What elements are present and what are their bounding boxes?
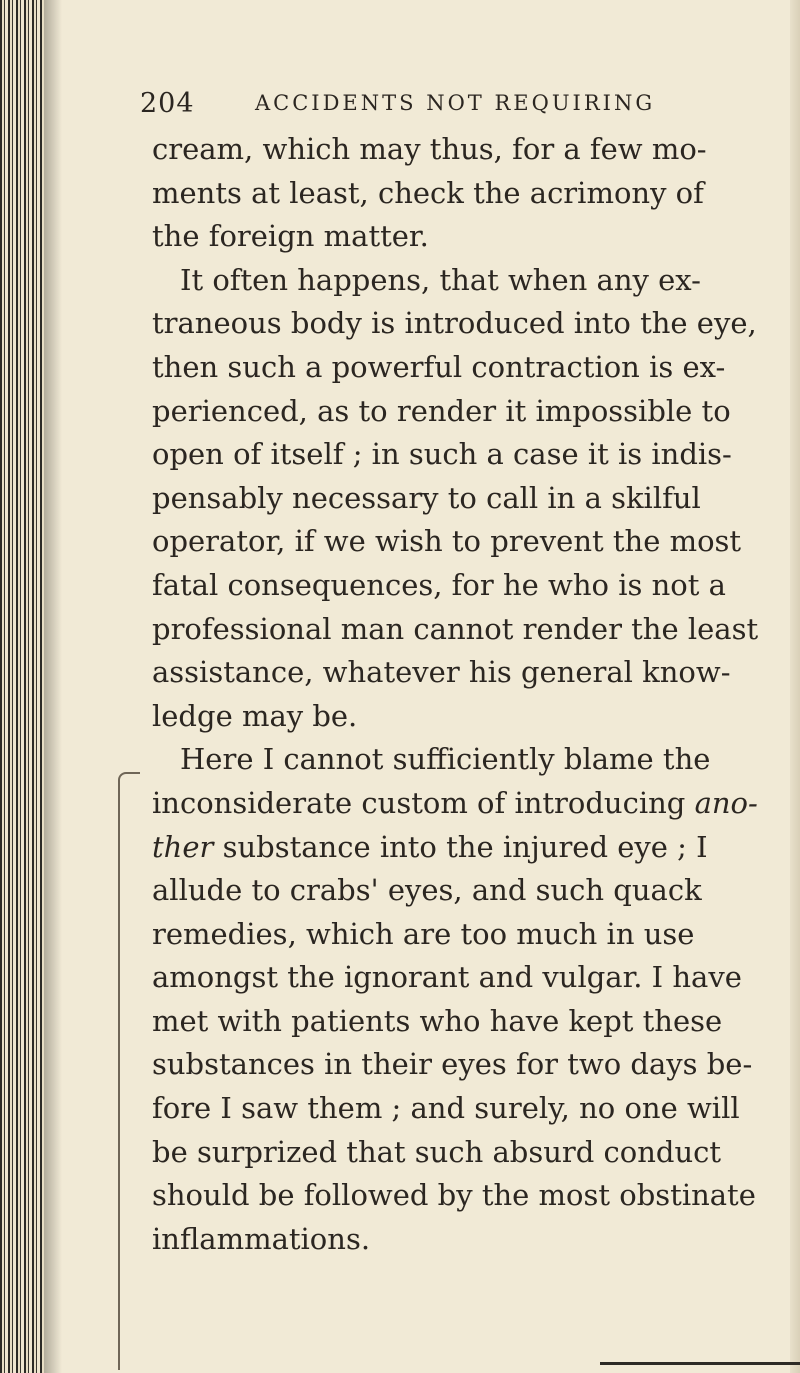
italic-fragment: ano-: [694, 785, 758, 820]
text-line: professional man cannot render the least: [152, 611, 759, 646]
text-line: should be followed by the most obstinate: [152, 1178, 756, 1213]
text-line: allude to crabs' eyes, and such quack: [152, 873, 702, 908]
text-line: It often happens, that when any ex-: [180, 262, 701, 297]
text-line: fore I saw them ; and surely, no one will: [152, 1091, 740, 1126]
text-fragment: inconsiderate custom of introducing: [152, 785, 686, 820]
text-line: substances in their eyes for two days be-: [152, 1047, 753, 1082]
text-fragment: substance into the injured eye ; I: [222, 829, 708, 864]
page-number: 204: [140, 88, 195, 119]
body-text: [152, 128, 759, 1261]
text-line: assistance, whatever his general know-: [152, 655, 731, 690]
text-line: ledge may be.: [152, 698, 358, 733]
text-line: pensably necessary to call in a skilful: [152, 480, 701, 515]
margin-bracket: [118, 772, 140, 1370]
bottom-rule: [600, 1362, 800, 1365]
text-line: the foreign matter.: [152, 219, 429, 254]
text-line: [152, 826, 742, 870]
text-line: amongst the ignorant and vulgar. I have: [152, 960, 742, 995]
text-line: then such a powerful contraction is ex-: [152, 349, 726, 384]
text-line: open of itself ; in such a case it is indis-: [152, 437, 732, 472]
text-line: operator, if we wish to prevent the most: [152, 524, 742, 559]
page-header: [140, 88, 740, 124]
text-line: fatal consequences, for he who is not a: [152, 567, 726, 602]
text-line: traneous body is introduced into the eye,: [152, 306, 757, 341]
text-line: ments at least, check the acrimony of: [152, 175, 704, 210]
text-line: remedies, which are too much in use: [152, 916, 695, 951]
text-line: inflammations.: [152, 1221, 371, 1256]
italic-fragment: ther: [152, 829, 214, 864]
text-line: be surprized that such absurd conduct: [152, 1134, 722, 1169]
text-line: [152, 782, 758, 826]
running-head: ACCIDENTS NOT REQUIRING: [255, 91, 656, 115]
text-line: perienced, as to render it impossible to: [152, 393, 731, 428]
text-line: met with patients who have kept these: [152, 1003, 723, 1038]
gutter-shadow: [44, 0, 62, 1373]
page-right-edge: [790, 0, 800, 1373]
book-gutter: [0, 0, 44, 1373]
text-line: Here I cannot sufficiently blame the: [180, 742, 711, 777]
text-line: cream, which may thus, for a few mo-: [152, 132, 707, 166]
